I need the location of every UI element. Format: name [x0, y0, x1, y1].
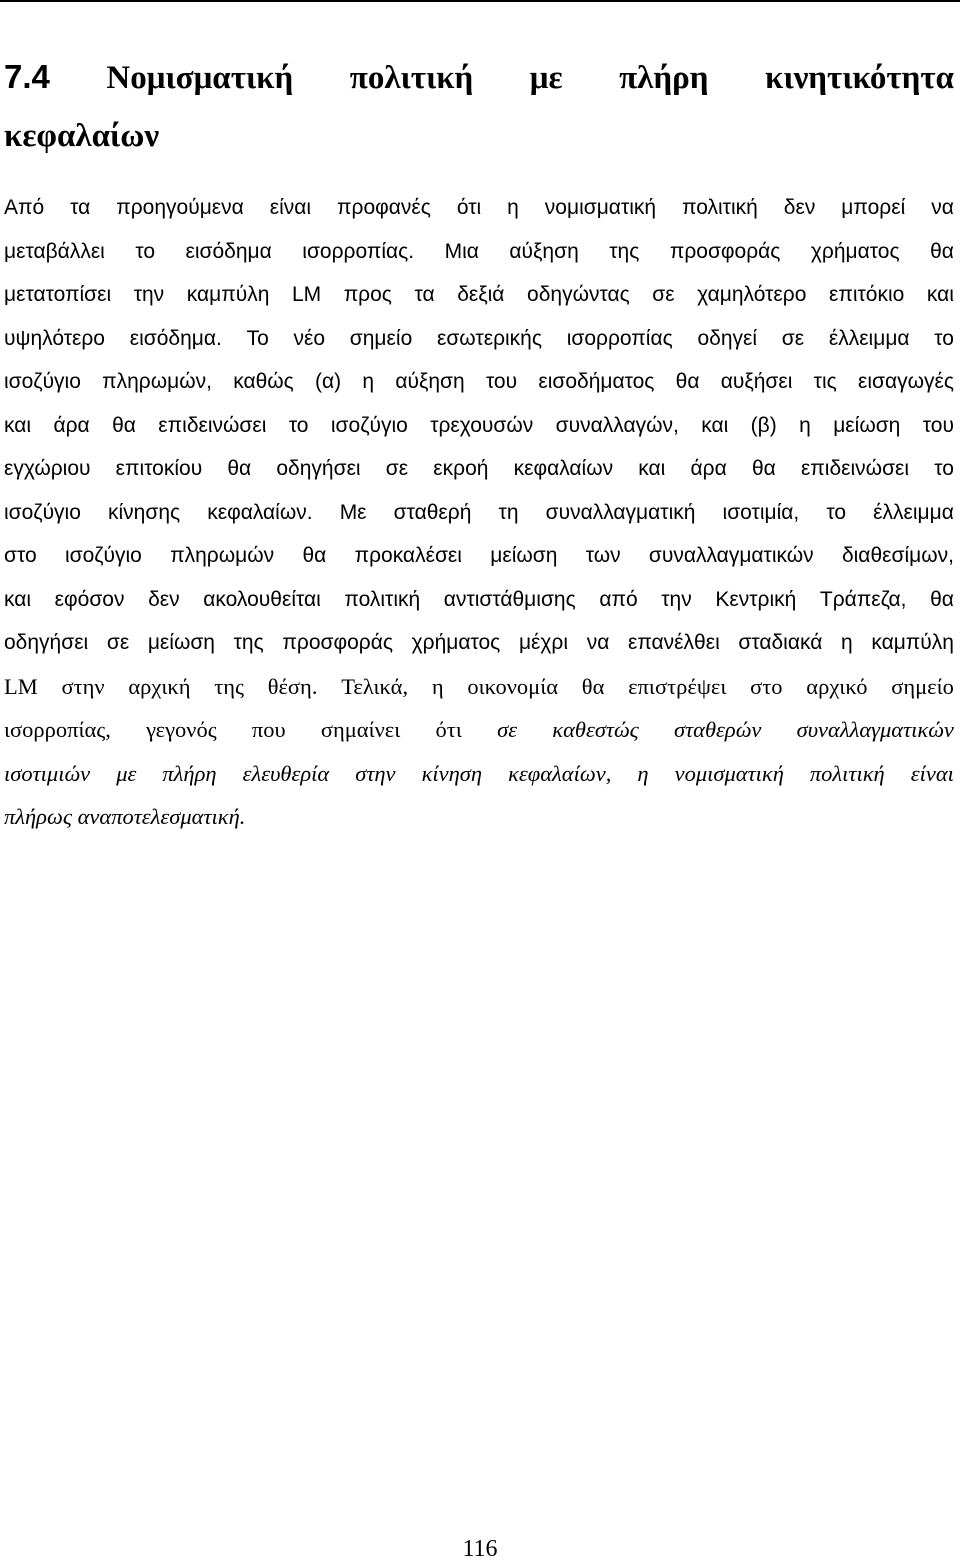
paragraph-word: σημείο	[891, 673, 954, 699]
paragraph-word: θα	[581, 673, 605, 699]
paragraph-word: μείωση	[147, 631, 215, 654]
paragraph-word: και	[701, 413, 729, 437]
paragraph-line	[4, 665, 954, 709]
paragraph-line	[4, 578, 954, 622]
paragraph-word: ισοζύγιο	[64, 544, 142, 567]
paragraph-word: καθεστώς	[552, 717, 639, 742]
paragraph-word: οδηγήσει	[4, 631, 89, 654]
paragraph-word: η	[507, 196, 519, 219]
paragraph-word: η	[841, 631, 853, 654]
paragraph-word: σε	[106, 631, 130, 654]
page-number: 116	[462, 1536, 498, 1562]
paragraph-word: αύξηση	[509, 239, 579, 263]
paragraph-word: καθώς	[233, 370, 294, 393]
paragraph-word: ότι	[435, 717, 462, 742]
paragraph-word: εισαγωγές	[857, 370, 954, 393]
paragraph-word: επιδεινώσει	[800, 457, 910, 480]
paragraph-word: εφόσον	[54, 587, 125, 611]
paragraph-word: ισορροπίας,	[4, 717, 111, 742]
paragraph-word: ισοζύγιο	[4, 500, 81, 524]
paragraph-word: γεγονός	[146, 717, 217, 742]
paragraph-word: νομισματική	[674, 760, 784, 786]
paragraph-word: χρήματος	[411, 631, 501, 654]
paragraph-word: τα	[70, 196, 91, 219]
paragraph-word: μεταβάλλει	[4, 239, 105, 263]
paragraph-word: δεν	[783, 196, 816, 219]
paragraph-line	[4, 534, 954, 578]
paragraph-word: στο	[4, 544, 37, 567]
paragraph-word: συναλλαγματική	[545, 500, 696, 524]
paragraph-line	[4, 273, 954, 317]
section-heading-line-2: κεφαλαίων	[4, 118, 160, 154]
paragraph-word: κίνησης	[108, 500, 181, 524]
paragraph-word: οικονομία	[467, 673, 559, 699]
paragraph-word: ελευθερία	[242, 760, 330, 786]
paragraph-word: ισοτιμιών	[4, 760, 91, 786]
paragraph-word: πλήρως αναποτελεσματική.	[4, 804, 246, 829]
paragraph-word: επιστρέψει	[628, 673, 727, 699]
paragraph-word: αντιστάθμισης	[443, 587, 576, 611]
paragraph-word: η	[431, 673, 444, 699]
paragraph-word: το	[135, 239, 156, 263]
paragraph-word: κεφαλαίων.	[207, 500, 313, 524]
paragraph-word: υψηλότερο	[4, 326, 105, 350]
paragraph-word: το	[288, 413, 309, 437]
paragraph-word: της	[233, 631, 264, 654]
paragraph-word: αρχικό	[806, 673, 868, 699]
paragraph-word: Το	[246, 326, 269, 350]
paragraph-word: η	[637, 760, 649, 786]
paragraph-word: ακολουθείται	[203, 587, 321, 611]
paragraph-word: LM	[4, 673, 38, 699]
paragraph-word: σταθερών	[674, 717, 762, 742]
paragraph-word: την	[661, 587, 692, 611]
paragraph-word: σταθερή	[393, 500, 472, 524]
paragraph-line	[4, 708, 954, 752]
paragraph-word: κεφαλαίων,	[508, 760, 612, 786]
paragraph-word: σε	[781, 326, 805, 350]
paragraph-word: χαμηλότερο	[697, 283, 807, 306]
paragraph-word: έλλειμμα	[873, 500, 954, 524]
heading-word: πολιτική	[349, 60, 474, 96]
paragraph-word: είναι	[269, 196, 312, 219]
paragraph-word: της	[214, 673, 244, 699]
paragraph-word: που	[251, 717, 286, 742]
paragraph-word: νομισματική	[544, 196, 657, 219]
paragraph-word: σε	[652, 283, 675, 306]
paragraph-word: να	[931, 196, 954, 219]
paragraph-word: προκαλέσει	[354, 544, 462, 567]
paragraph-word: πληρωμών	[170, 544, 275, 567]
paragraph-word: άρα	[690, 457, 727, 480]
paragraph-word: η	[799, 413, 811, 437]
paragraph-word: μετατοπίσει	[4, 283, 112, 306]
paragraph-word: επιδεινώσει	[158, 413, 267, 437]
paragraph-word: επιτόκιο	[828, 283, 905, 306]
paragraph-word: το	[934, 326, 954, 350]
paragraph-word: χρήματος	[810, 239, 900, 263]
paragraph-word: προσφοράς	[669, 239, 781, 263]
paragraph-word: από	[599, 587, 638, 611]
paragraph-line	[4, 621, 954, 665]
paragraph-word: Μια	[444, 239, 479, 263]
paragraph-word: και	[926, 283, 954, 306]
paragraph-word: συναλλαγών,	[555, 413, 679, 437]
paragraph-word: πλήρη	[162, 760, 217, 786]
paragraph-word: Τελικά,	[341, 673, 409, 699]
paragraph-line	[4, 752, 954, 796]
paragraph-word: Από	[4, 196, 45, 219]
paragraph-word: Τράπεζα,	[819, 587, 907, 611]
paragraph-word: σημαίνει	[320, 717, 401, 742]
paragraph-word: η	[362, 370, 375, 393]
heading-word: πλήρη	[619, 60, 709, 96]
paragraph-word: του	[922, 413, 954, 437]
paragraph-word: έλλειμμα	[828, 326, 910, 350]
paragraph-word: θα	[302, 544, 327, 567]
paragraph-word: διαθεσίμων,	[841, 544, 954, 567]
paragraph-word: τα	[414, 283, 435, 306]
paragraph-line	[4, 491, 954, 535]
paragraph-line	[4, 230, 954, 274]
paragraph-word: και	[4, 413, 32, 437]
paragraph-word: στην	[355, 760, 396, 786]
paragraph-word: οδηγήσει	[276, 457, 361, 480]
body-paragraph	[4, 186, 954, 839]
paragraph-word: μείωση	[833, 413, 901, 437]
paragraph-word: προσφοράς	[282, 631, 393, 654]
paragraph-word: το	[826, 500, 847, 524]
paragraph-word: το	[934, 457, 954, 480]
paragraph-word: επανέλθει	[627, 631, 720, 654]
section-number: 7.4	[4, 58, 50, 95]
paragraph-word: την	[133, 283, 165, 306]
paragraph-word: και	[638, 457, 666, 480]
paragraph-word: ισοζύγιο	[4, 370, 81, 393]
paragraph-word: κεφαλαίων	[513, 457, 614, 480]
heading-word: κινητικότητα	[765, 60, 954, 96]
paragraph-word: του	[485, 370, 518, 393]
paragraph-word: αρχική	[128, 673, 191, 699]
paragraph-line	[4, 447, 954, 491]
paragraph-word: άρα	[53, 413, 90, 437]
paragraph-line	[4, 317, 954, 361]
paragraph-word: θα	[227, 457, 252, 480]
paragraph-word: στο	[750, 673, 783, 699]
paragraph-word: μείωση	[490, 544, 558, 567]
paragraph-word: εισόδημα.	[129, 326, 222, 350]
paragraph-word: εσωτερικής	[436, 326, 542, 350]
paragraph-word: LM	[291, 283, 322, 306]
paragraph-word: τρεχουσών	[430, 413, 534, 437]
paragraph-word: αύξηση	[395, 370, 465, 393]
paragraph-word: ισορροπίας.	[302, 239, 415, 263]
section-heading	[4, 48, 954, 165]
paragraph-word: οδηγώντας	[527, 283, 630, 306]
paragraph-word: μπορεί	[841, 196, 906, 219]
top-rule	[0, 0, 960, 2]
heading-word: με	[529, 60, 563, 96]
paragraph-word: ισοτιμία,	[722, 500, 800, 524]
paragraph-word: σταδιακά	[738, 631, 823, 654]
paragraph-line	[4, 186, 954, 230]
paragraph-word: (α)	[315, 370, 342, 393]
paragraph-word: Με	[339, 500, 367, 524]
paragraph-word: καμπύλη	[186, 283, 270, 306]
paragraph-word: Κεντρική	[715, 587, 797, 611]
paragraph-word: θα	[930, 587, 954, 611]
paragraph-word: ότι	[456, 196, 482, 219]
paragraph-word: πολιτική	[344, 587, 421, 611]
paragraph-word: προφανές	[337, 196, 431, 219]
paragraph-word: αυξήσει	[720, 370, 793, 393]
paragraph-word: σε	[385, 457, 409, 480]
paragraph-word: μέχρι	[518, 631, 569, 654]
paragraph-word: με	[116, 760, 137, 786]
paragraph-word: προς	[343, 283, 392, 306]
paragraph-word: δεν	[148, 587, 180, 611]
paragraph-word: θα	[675, 370, 700, 393]
paragraph-word: των	[585, 544, 621, 567]
paragraph-word: θα	[751, 457, 776, 480]
paragraph-word: εγχώριου	[4, 457, 91, 480]
paragraph-word: νέο	[293, 326, 326, 350]
paragraph-word: εισόδημα	[185, 239, 272, 263]
heading-word: Νομισματική	[106, 60, 294, 96]
paragraph-line	[4, 360, 954, 404]
paragraph-word: της	[609, 239, 640, 263]
paragraph-word: να	[586, 631, 610, 654]
paragraph-word: θέση.	[267, 673, 318, 699]
paragraph-word: (β)	[750, 413, 777, 437]
paragraph-word: θα	[112, 413, 136, 437]
paragraph-word: δεξιά	[457, 283, 505, 306]
paragraph-word: σημείο	[349, 326, 413, 350]
paragraph-word: και	[4, 587, 32, 611]
paragraph-word: καμπύλη	[871, 631, 954, 654]
paragraph-word: συναλλαγματικών	[648, 544, 814, 567]
paragraph-word: ισοζύγιο	[330, 413, 408, 437]
paragraph-word: οδηγεί	[697, 326, 758, 350]
paragraph-word: εκροή	[433, 457, 489, 480]
paragraph-word: πληρωμών,	[102, 370, 212, 393]
paragraph-word: κίνηση	[421, 760, 483, 786]
paragraph-word: πολιτική	[809, 760, 885, 786]
paragraph-word: τη	[498, 500, 519, 524]
paragraph-word: τις	[813, 370, 837, 393]
section-heading-line-1	[4, 48, 954, 107]
paragraph-word: πολιτική	[682, 196, 758, 219]
paragraph-word: θα	[930, 239, 954, 263]
paragraph-word: στην	[61, 673, 105, 699]
paragraph-word: είναι	[910, 760, 954, 786]
paragraph-word: σε	[497, 717, 518, 742]
paragraph-word: εισοδήματος	[538, 370, 655, 393]
paragraph-word: επιτοκίου	[115, 457, 203, 480]
paragraph-word: συναλλαγματικών	[796, 717, 954, 742]
paragraph-word: προηγούμενα	[116, 196, 244, 219]
paragraph-line	[4, 795, 954, 839]
paragraph-word: ισορροπίας	[566, 326, 673, 350]
paragraph-line	[4, 404, 954, 448]
